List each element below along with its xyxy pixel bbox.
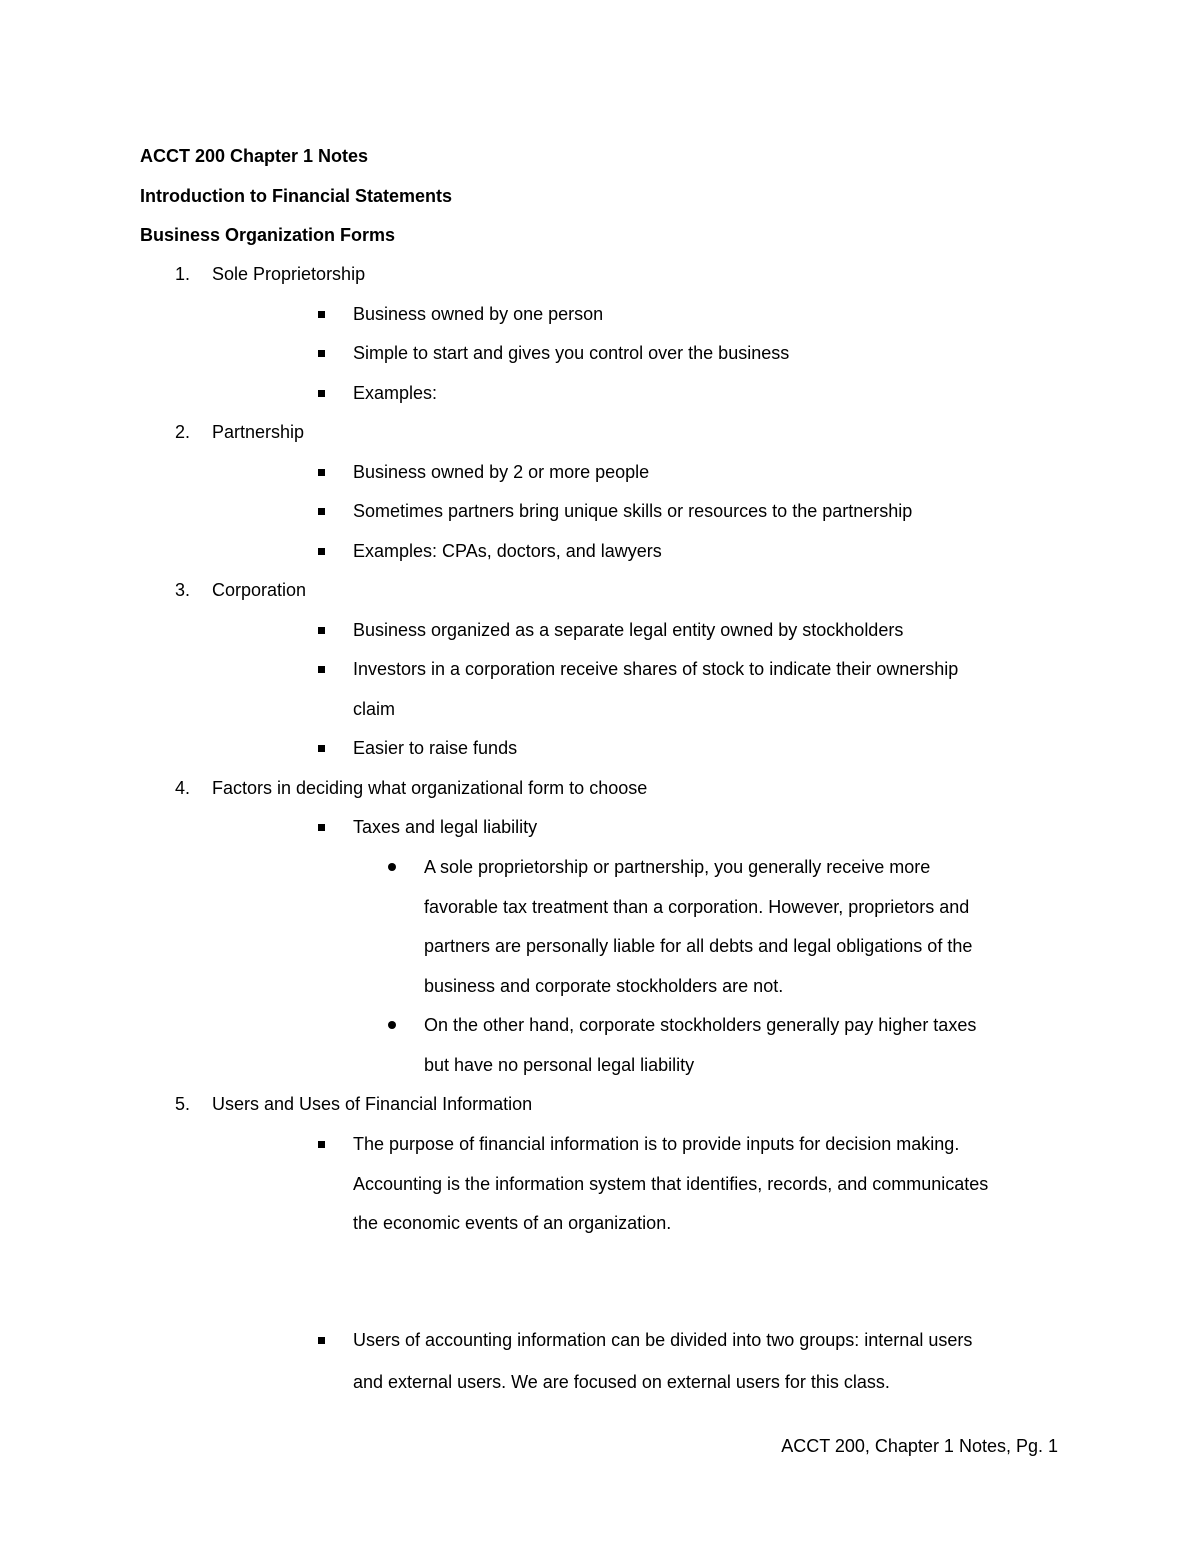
- square-bullet-icon: [318, 745, 325, 752]
- bullet-text: Sometimes partners bring unique skills or resources to the partnership: [353, 501, 913, 521]
- square-bullet-icon: [318, 311, 325, 318]
- bullet-text-continuation: claim: [353, 699, 396, 719]
- square-bullet-icon: [318, 390, 325, 397]
- bullet-text: The purpose of financial information is to provide inputs for decision making.: [353, 1134, 960, 1154]
- subbullet-text-continuation: partners are personally liable for all debts and legal obligations of the: [424, 936, 973, 956]
- round-bullet-icon: [388, 863, 396, 871]
- list-number: 5.: [175, 1094, 191, 1114]
- square-bullet-icon: [318, 824, 325, 831]
- bullet-text: Taxes and legal liability: [353, 817, 538, 837]
- bullet-text: Business owned by 2 or more people: [353, 462, 650, 482]
- bullet-text: Examples:: [353, 383, 438, 403]
- list-number: 3.: [175, 580, 191, 600]
- section-heading: Business Organization Forms: [140, 225, 396, 245]
- square-bullet-icon: [318, 350, 325, 357]
- square-bullet-icon: [318, 1337, 325, 1344]
- square-bullet-icon: [318, 666, 325, 673]
- doc-subtitle: Introduction to Financial Statements: [140, 186, 453, 206]
- bullet-text: Examples: CPAs, doctors, and lawyers: [353, 541, 662, 561]
- list-item-label: Corporation: [212, 580, 307, 600]
- list-item-label: Factors in deciding what organizational form to choose: [212, 778, 648, 798]
- bullet-text: Investors in a corporation receive shares of stock to indicate their ownership: [353, 659, 959, 679]
- bullet-text-continuation: Accounting is the information system that identifies, records, and communicates: [353, 1174, 989, 1194]
- list-number: 4.: [175, 778, 191, 798]
- bullet-text: Business organized as a separate legal entity owned by stockholders: [353, 620, 904, 640]
- subbullet-text-continuation: but have no personal legal liability: [424, 1055, 695, 1075]
- page-footer: ACCT 200, Chapter 1 Notes, Pg. 1: [781, 1436, 1058, 1456]
- round-bullet-icon: [388, 1021, 396, 1029]
- square-bullet-icon: [318, 548, 325, 555]
- doc-title: ACCT 200 Chapter 1 Notes: [140, 146, 369, 166]
- square-bullet-icon: [318, 1141, 325, 1148]
- bullet-text: Easier to raise funds: [353, 738, 518, 758]
- subbullet-text: A sole proprietorship or partnership, you generally receive more: [424, 857, 931, 877]
- square-bullet-icon: [318, 469, 325, 476]
- list-number: 2.: [175, 422, 191, 442]
- bullet-text-continuation: the economic events of an organization.: [353, 1213, 672, 1233]
- list-number: 1.: [175, 264, 191, 284]
- bullet-text: Business owned by one person: [353, 304, 604, 324]
- bullet-text: Users of accounting information can be divided into two groups: internal users: [353, 1330, 973, 1350]
- subbullet-text-continuation: favorable tax treatment than a corporation. However, proprietors and: [424, 897, 970, 917]
- subbullet-text-continuation: business and corporate stockholders are not.: [424, 976, 784, 996]
- list-item-label: Sole Proprietorship: [212, 264, 366, 284]
- subbullet-text: On the other hand, corporate stockholders generally pay higher taxes: [424, 1015, 977, 1035]
- bullet-text-continuation: and external users. We are focused on external users for this class.: [353, 1372, 890, 1392]
- square-bullet-icon: [318, 508, 325, 515]
- list-item-label: Users and Uses of Financial Information: [212, 1094, 533, 1114]
- square-bullet-icon: [318, 627, 325, 634]
- list-item-label: Partnership: [212, 422, 305, 442]
- bullet-text: Simple to start and gives you control over the business: [353, 343, 790, 363]
